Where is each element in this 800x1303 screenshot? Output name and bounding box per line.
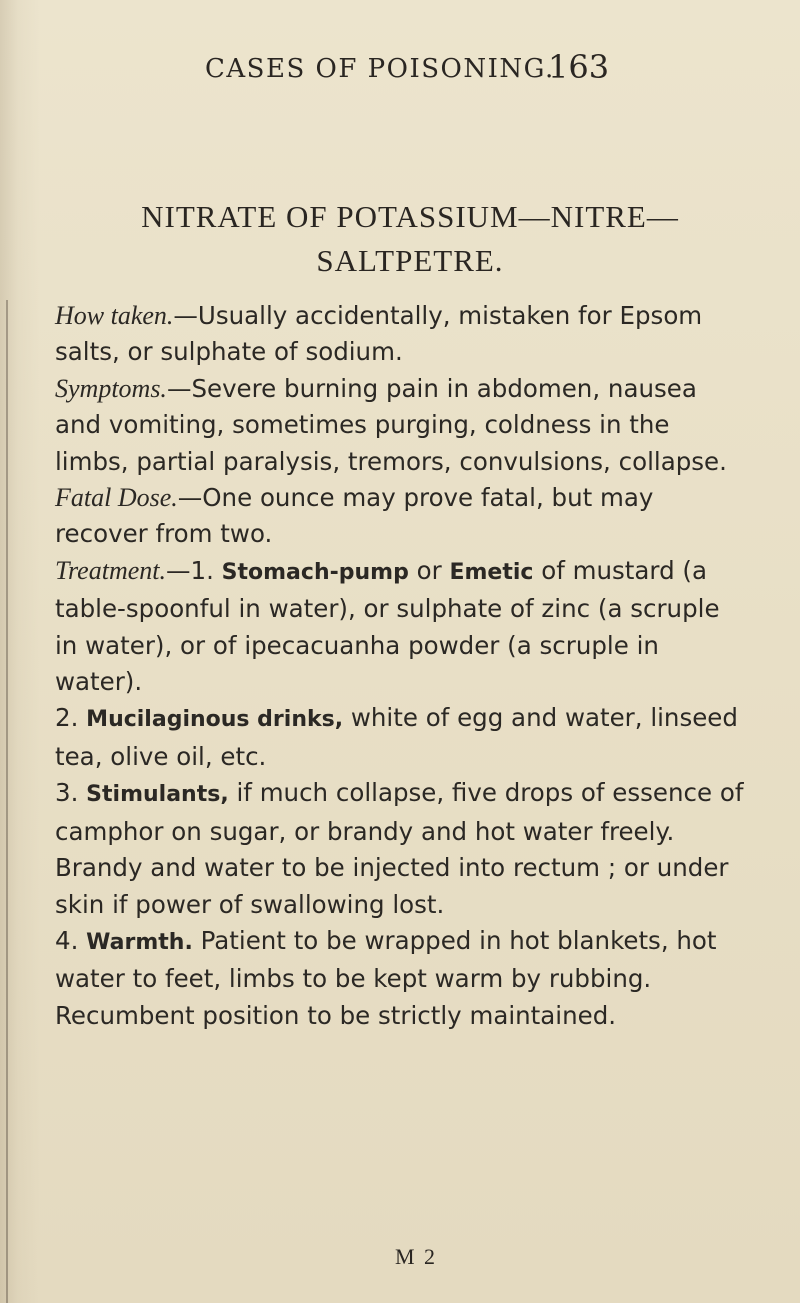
treatment-item-3-number: 3. <box>55 778 87 808</box>
treatment-item-4-text: Patient to be wrapped in hot blankets, hot water to feet, limbs to be kept warm by rubbing. Recumbent position to be strictly maintained. <box>55 925 717 1030</box>
paragraph-treatment-3 <box>55 775 745 923</box>
paragraph-fatal-dose <box>55 480 745 553</box>
warmth-term: Warmth. <box>86 929 193 955</box>
symptoms-label: Symptoms. <box>55 373 167 403</box>
treatment-item-1-text: of mustard (a table-spoonful in water), or sulphate of zinc (a scruple in water), or of ipecacuanha powder (a scruple in water). <box>55 555 720 697</box>
mucilaginous-drinks-term: Mucilaginous drinks, <box>86 707 344 733</box>
section-heading <box>70 195 750 283</box>
how-taken-text: —Usually accidentally, mistaken for Epsom salts, or sulphate of sodium. <box>55 301 703 367</box>
fatal-dose-label: Fatal Dose. <box>55 483 178 513</box>
treatment-item-3-text: if much collapse, five drops of essence of camphor on sugar, or brandy and hot water freely. Brandy and water to be injected into rectum ; or under skin if power of swallowing lost. <box>55 778 744 919</box>
signature-mark: M 2 <box>395 1244 438 1269</box>
body-text <box>55 298 745 1034</box>
stimulants-term: Stimulants, <box>86 782 229 808</box>
heading-line-2: SALTPETRE. <box>316 243 504 278</box>
page-number: 163 <box>548 48 610 86</box>
paragraph-how-taken <box>55 298 745 371</box>
running-title: CASES OF POISONING. <box>205 54 555 84</box>
symptoms-text: —Severe burning pain in abdomen, nausea and vomiting, sometimes purging, coldness in the limbs, partial paralysis, tremors, convulsions, collapse. <box>55 373 727 476</box>
emetic-term: Emetic <box>449 559 534 585</box>
treatment-item-1-number: —1. <box>165 555 222 585</box>
paragraph-treatment-2 <box>55 700 745 775</box>
gutter-shadow <box>6 300 8 1303</box>
running-head <box>0 48 800 98</box>
paragraph-symptoms <box>55 371 745 480</box>
heading-line-1: NITRATE OF POTASSIUM—NITRE— <box>141 199 679 234</box>
paragraph-treatment-1 <box>55 553 745 701</box>
how-taken-label: How taken. <box>55 301 174 330</box>
treatment-item-4-number: 4. <box>55 925 87 955</box>
treatment-item-2-text: white of egg and water, linseed tea, olive oil, etc. <box>55 703 738 771</box>
paragraph-treatment-4 <box>55 923 745 1034</box>
fatal-dose-text: —One ounce may prove fatal, but may recover from two. <box>55 483 654 549</box>
stomach-pump-term: Stomach-pump <box>221 559 409 585</box>
treatment-item-2-number: 2. <box>55 703 87 733</box>
treatment-label: Treatment. <box>55 555 166 585</box>
treatment-or: or <box>408 555 450 585</box>
